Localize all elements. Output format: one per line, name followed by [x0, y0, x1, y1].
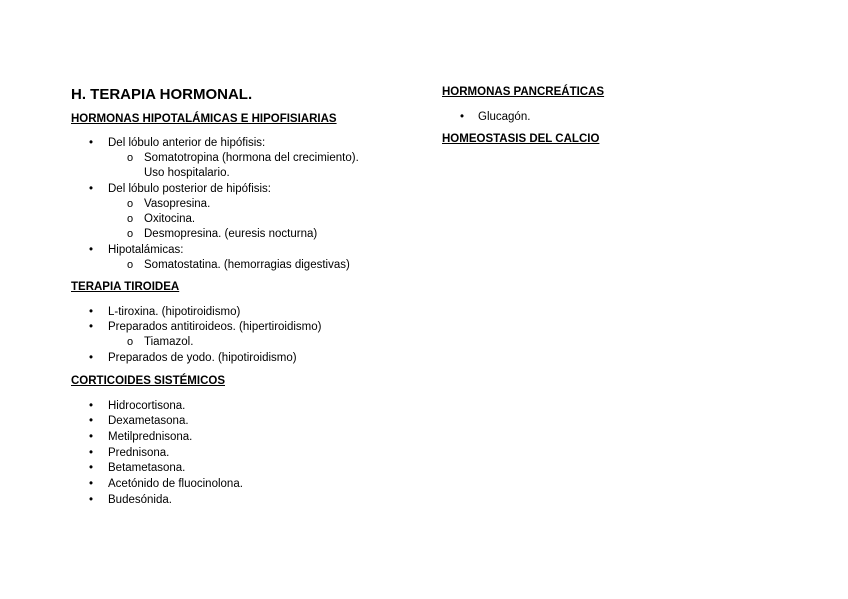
bullet: •: [89, 306, 94, 318]
bullet: •: [89, 494, 94, 506]
list-item: Acetónido de fluocinolona.: [108, 478, 243, 490]
sub-list-item: Somatotropina (hormona del crecimiento).: [144, 152, 359, 164]
bullet: •: [89, 183, 94, 195]
sub-bullet: o: [127, 213, 134, 225]
bullet: •: [89, 244, 94, 256]
sub-list-item: Somatostatina. (hemorragias digestivas): [144, 259, 350, 271]
list-item: Betametasona.: [108, 462, 186, 474]
list-item: Del lóbulo anterior de hipófisis:: [108, 137, 266, 149]
sub-bullet: o: [127, 259, 134, 271]
list-item: L-tiroxina. (hipotiroidismo): [108, 306, 241, 318]
sub-bullet: o: [127, 228, 134, 240]
sub-list-item: Desmopresina. (euresis nocturna): [144, 228, 318, 240]
bullet: •: [89, 462, 94, 474]
list-item: Hidrocortisona.: [108, 400, 186, 412]
bullet: •: [89, 321, 94, 333]
section-heading-corticoides: CORTICOIDES SISTÉMICOS: [71, 375, 225, 387]
list-item: Budesónida.: [108, 494, 172, 506]
section-heading-hipotalamicas: HORMONAS HIPOTALÁMICAS E HIPOFISIARIAS: [71, 113, 337, 125]
list-item: Preparados antitiroideos. (hipertiroidismo): [108, 321, 322, 333]
list-item: Glucagón.: [478, 111, 531, 123]
section-heading-pancreaticas: HORMONAS PANCREÁTICAS: [442, 86, 605, 98]
bullet: •: [89, 352, 94, 364]
bullet: •: [89, 478, 94, 490]
list-item: Preparados de yodo. (hipotiroidismo): [108, 352, 297, 364]
page-title: H. TERAPIA HORMONAL.: [71, 86, 253, 103]
bullet: •: [89, 400, 94, 412]
list-item: Dexametasona.: [108, 415, 189, 427]
sub-list-item: Oxitocina.: [144, 213, 196, 225]
list-item: Metilprednisona.: [108, 431, 193, 443]
bullet: •: [89, 447, 94, 459]
bullet: •: [89, 415, 94, 427]
bullet: •: [460, 111, 465, 123]
list-item: Del lóbulo posterior de hipófisis:: [108, 183, 272, 195]
list-item: Prednisona.: [108, 447, 170, 459]
sub-bullet: o: [127, 152, 134, 164]
sub-list-item: Vasopresina.: [144, 198, 211, 210]
sub-bullet: o: [127, 336, 134, 348]
list-item: Hipotalámicas:: [108, 244, 184, 256]
section-heading-tiroidea: TERAPIA TIROIDEA: [71, 281, 180, 293]
bullet: •: [89, 137, 94, 149]
sub-list-item: Tiamazol.: [144, 336, 194, 348]
bullet: •: [89, 431, 94, 443]
sub-list-item: Uso hospitalario.: [144, 167, 230, 179]
section-heading-calcio: HOMEOSTASIS DEL CALCIO: [442, 133, 600, 145]
sub-bullet: o: [127, 198, 134, 210]
